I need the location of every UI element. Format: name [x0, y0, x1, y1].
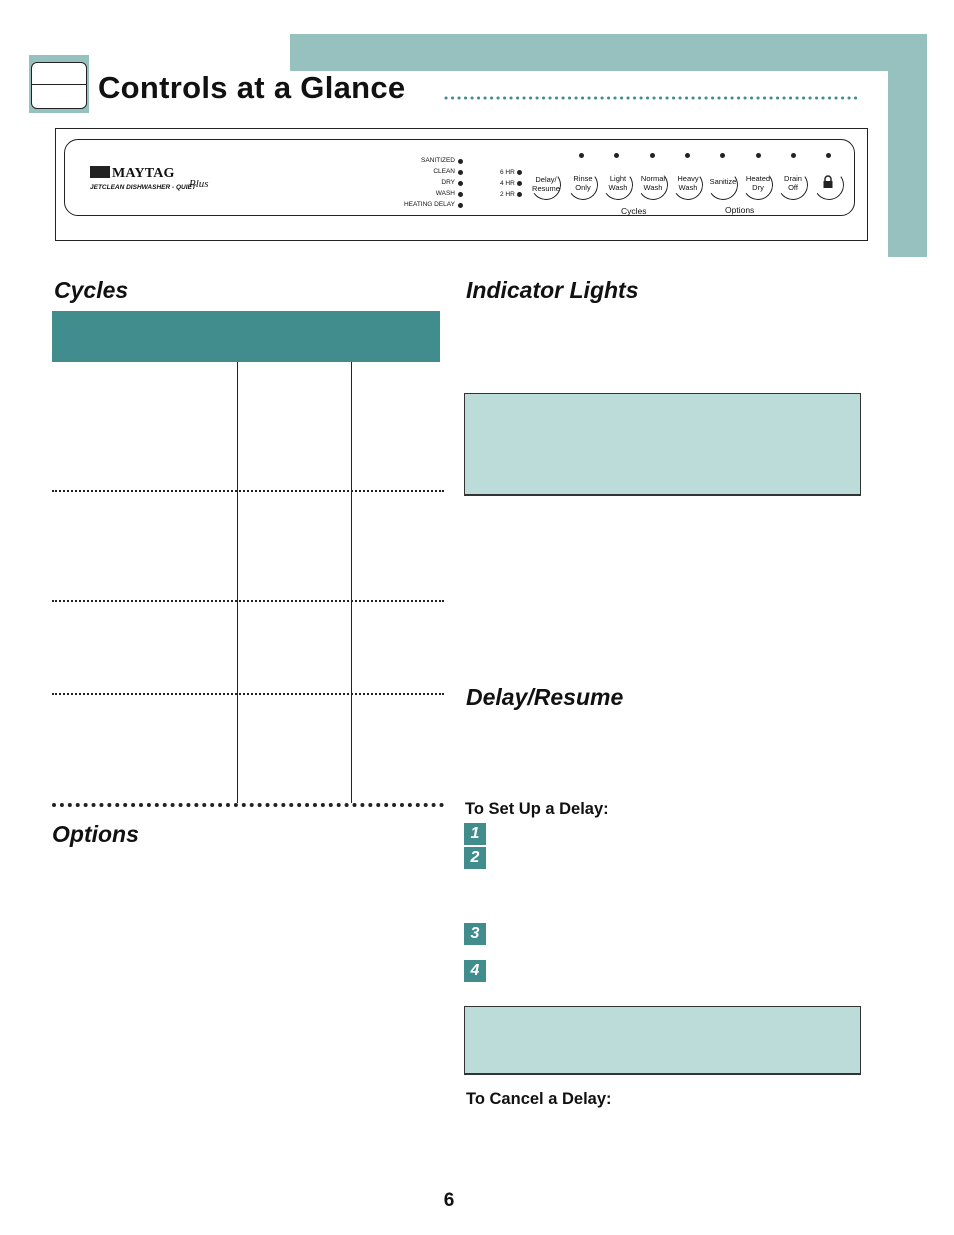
- cycles-table-divider-1: [237, 362, 238, 803]
- normal-wash-label: Normal Wash: [640, 174, 666, 192]
- header-band: [290, 34, 927, 71]
- led-drain-off: [791, 153, 796, 158]
- setup-delay-title: To Set Up a Delay:: [465, 800, 609, 818]
- heated-dry-label: Heated Dry: [745, 174, 771, 192]
- delay-6hr-label: 6 HR: [500, 169, 515, 176]
- status-heating-delay: HEATING DELAY: [403, 201, 455, 208]
- delay-resume-heading: Delay/Resume: [466, 684, 624, 710]
- light-wash-label: Light Wash: [608, 174, 628, 192]
- status-clean: CLEAN: [433, 168, 455, 175]
- led-dry: [458, 181, 463, 186]
- led-sanitize: [720, 153, 725, 158]
- status-wash: WASH: [435, 190, 455, 197]
- dishwasher-icon-divider: [31, 84, 87, 85]
- cycles-table-header: [52, 311, 440, 362]
- heavy-wash-label: Heavy Wash: [677, 174, 699, 192]
- page-edge-tab: [888, 34, 927, 257]
- cycles-table-bottom-border: [52, 803, 444, 811]
- delay-2hr-label: 2 HR: [500, 191, 515, 198]
- led-normal-wash: [650, 153, 655, 158]
- step-badge: 1: [464, 823, 486, 845]
- delay-resume-label: Delay/ Resume: [532, 175, 560, 193]
- indicator-note-box: [464, 393, 861, 496]
- status-dry: DRY: [441, 179, 455, 186]
- drain-off-label: Drain Off: [784, 174, 802, 192]
- cycles-heading: Cycles: [54, 277, 129, 303]
- led-6hr: [517, 170, 522, 175]
- page-number: 6: [443, 1190, 455, 1211]
- cycles-table-divider-2: [351, 362, 352, 803]
- status-sanitized: SANITIZED: [421, 157, 455, 164]
- options-heading: Options: [52, 821, 139, 847]
- led-sanitized: [458, 159, 463, 164]
- rinse-only-label: Rinse Only: [573, 174, 593, 192]
- dishwasher-icon: [31, 62, 87, 109]
- model-plus: Plus: [189, 178, 209, 190]
- cycles-table-row-separator: [52, 600, 444, 605]
- sanitize-label: Sanitize: [709, 177, 737, 186]
- led-wash: [458, 192, 463, 197]
- led-heated-dry: [756, 153, 761, 158]
- cycles-table-row-separator: [52, 490, 444, 495]
- step-badge: 4: [464, 960, 486, 982]
- step-badge: 2: [464, 847, 486, 869]
- cycles-table-row-separator: [52, 693, 444, 698]
- indicator-lights-heading: Indicator Lights: [466, 277, 639, 303]
- lock-icon: [822, 175, 834, 189]
- cancel-delay-title: To Cancel a Delay:: [466, 1090, 612, 1108]
- model-line: JETCLEAN DISHWASHER - QUIET: [90, 184, 196, 191]
- led-clean: [458, 170, 463, 175]
- step-badge: 3: [464, 923, 486, 945]
- title-leader-dots: [444, 84, 864, 102]
- brand-name: MAYTAG: [112, 166, 175, 181]
- brand-logo: [90, 166, 175, 182]
- led-lock: [826, 153, 831, 158]
- led-2hr: [517, 192, 522, 197]
- delay-4hr-label: 4 HR: [500, 180, 515, 187]
- led-light-wash: [614, 153, 619, 158]
- led-rinse-only: [579, 153, 584, 158]
- delay-note-box: [464, 1006, 861, 1075]
- maytag-m-icon: [90, 166, 110, 178]
- page-title: Controls at a Glance: [98, 70, 406, 105]
- led-heating-delay: [458, 203, 463, 208]
- led-4hr: [517, 181, 522, 186]
- cycles-group-label: Cycles: [621, 206, 647, 216]
- led-heavy-wash: [685, 153, 690, 158]
- options-group-label: Options: [725, 205, 755, 215]
